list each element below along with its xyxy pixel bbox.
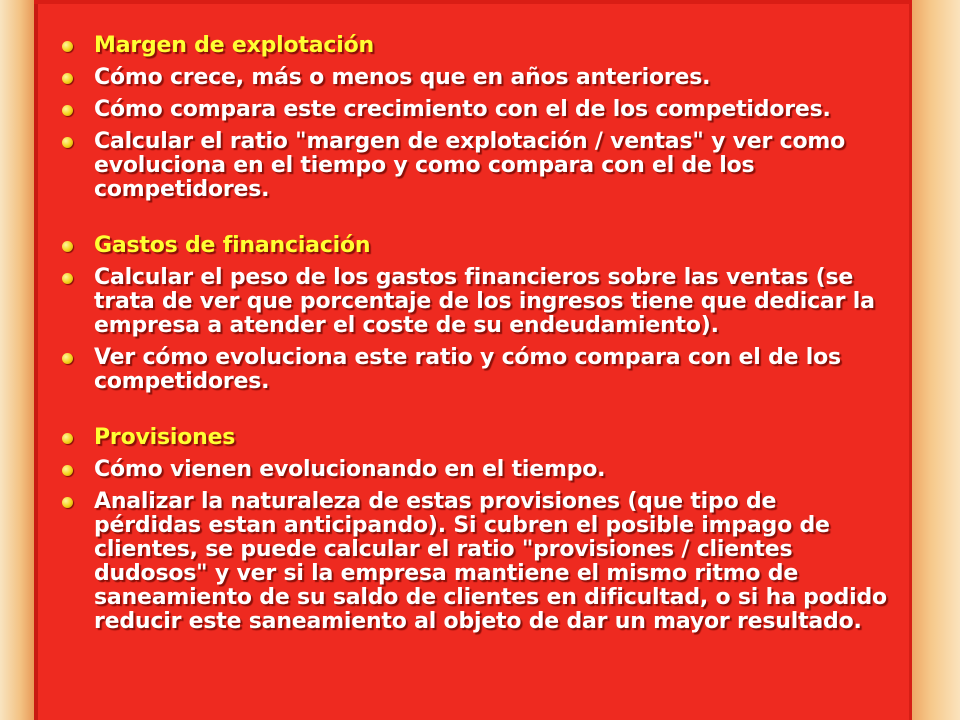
list-item [60, 346, 890, 394]
list-item [60, 266, 890, 338]
list-item [60, 490, 890, 634]
bullet-icon [62, 465, 73, 476]
bullet-icon [62, 137, 73, 148]
item-text: Ver cómo evoluciona este ratio y cómo compara con el de los competidores. [94, 345, 841, 394]
list-item [60, 130, 890, 202]
section-heading-gastos [60, 234, 890, 258]
bullet-icon [62, 273, 73, 284]
background-left-strip [0, 0, 34, 720]
item-text: Calcular el peso de los gastos financieros sobre las ventas (se trata de ver que porcentaje de los ingresos tiene que dedicar la empresa a atender el coste de su endeudamiento). [94, 265, 875, 338]
item-text: Calcular el ratio "margen de explotación / ventas" y ver como evoluciona en el tiempo y como compara con el de los competidores. [94, 129, 846, 202]
panel-top-edge [34, 0, 912, 4]
item-text: Cómo vienen evolucionando en el tiempo. [94, 457, 606, 482]
list-item [60, 98, 890, 122]
list-item [60, 458, 890, 482]
item-text: Analizar la naturaleza de estas provisiones (que tipo de pérdidas estan anticipando). Si cubren el posible impago de clientes, se puede calcular el ratio "provisiones / clientes dudosos" y ver si la empresa mantiene el mismo ritmo de saneamiento de su saldo de clientes en dificultad, o si ha podido reducir este saneamiento al objeto de dar un mayor resultado. [94, 489, 887, 634]
section-heading-margen [60, 34, 890, 58]
heading-text: Margen de explotación [94, 33, 374, 58]
bullet-icon [62, 433, 73, 444]
bullet-icon [62, 353, 73, 364]
bullet-icon [62, 73, 73, 84]
bullet-list [60, 34, 890, 634]
heading-text: Gastos de financiación [94, 233, 371, 258]
list-item [60, 66, 890, 90]
bullet-icon [62, 105, 73, 116]
section-heading-provisiones [60, 426, 890, 450]
bullet-icon [62, 497, 73, 508]
bullet-icon [62, 241, 73, 252]
heading-text: Provisiones [94, 425, 236, 450]
background-right-strip [912, 0, 960, 720]
item-text: Cómo compara este crecimiento con el de los competidores. [94, 97, 831, 122]
bullet-icon [62, 41, 73, 52]
item-text: Cómo crece, más o menos que en años anteriores. [94, 65, 711, 90]
